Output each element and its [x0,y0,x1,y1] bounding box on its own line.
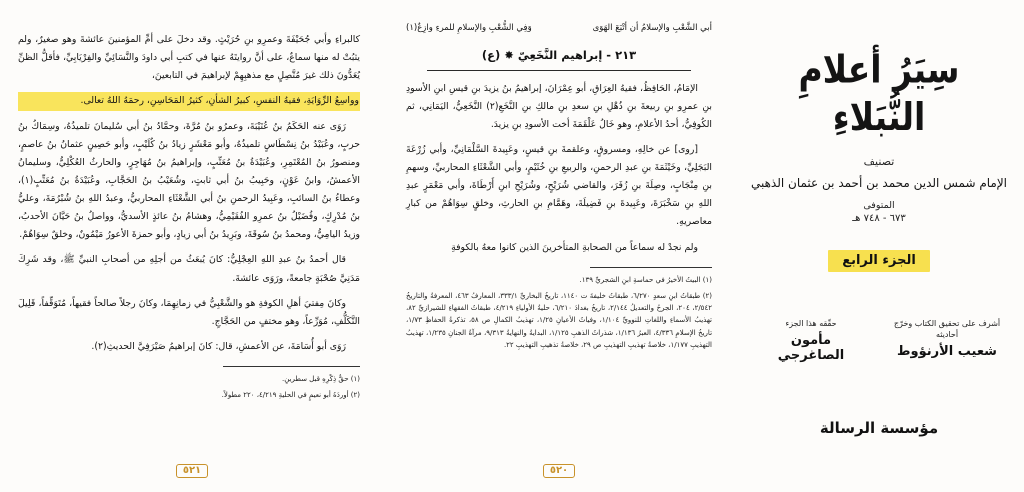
credit-entry [756,318,866,363]
paragraph: [روى] عن خالِهِ، ومسروقٍ، وعلقمةَ بنِ قيسٍ، وعَبِيدةَ السَّلْمَانِيِّ، وأبي زُرْعَةَ البَجَلِيِّ، وخَيْثَمَةَ بنِ عبدِ الرحمنِ، والربيعِ بنِ خُثَيْمٍ، وأبي الشَّعْثَاءِ المحاربيِّ، وسهمِ بنِ مِنْجَابٍ، وصِلَةَ بنِ زُفَرَ، والقاضي شُرَيْحٍ، وشُرَيْحِ ابنِ أَرْطَاةَ، وأبي مَعْمَرٍ عبدِ اللهِ بنِ سَخْبَرَةَ، وعَبِيدةَ بنِ فَضِيلَةَ، وهَمَّامِ بنِ الحارثِ، وخلقٍ سِوَاهُمْ من كبارِ معاصريهِ. [406,143,712,228]
credit-name: شعيب الأرنؤوط [897,343,997,359]
book-title: سِيَرُ أعلامِ النُّبَلاءِ [798,46,960,140]
paragraph: الإمَامُ، الحَافِظُ، فقيهُ العِرَاقِ، أبو عِمْرَانَ، إبراهيمُ بنُ يزيدَ بنِ قيسِ ابنِ الأسودِ بنِ عمرِو بنِ ربيعةَ بنِ ذُهْلِ بنِ سعدِ بنِ مالكِ بنِ النَّخَعِ(٢) النَّخَعِيُّ، اليَمَانِي، ثم الكُوفِيُّ، أحدُ الأعلامِ، وهو خَالُ عَلْقَمَةَ أخت الأسودِ بنِ يزيدَ. [406,82,712,130]
running-header [406,22,712,36]
credit-name: مأمون الصاغرجي [777,332,845,363]
paragraph: رَوَى أبو أُسَامَةَ، عن الأعمشِ، قال: كانَ إبراهيمُ صَيْرَفِيَّ الحديثِ(٢). [91,340,346,352]
footnote: (١) البيتُ الأخيرُ في حماسةِ ابنِ الشجريِّ ١٣٩. [579,275,712,284]
page-521-body [18,31,360,356]
paragraph: كالبراءِ وأبي جُحَيْفَةَ وعمرِو بنِ حُرَيْثٍ. وقد دخلَ على أمِّ المؤمنينَ عائشةَ وهو صغيرٌ، ولم يثبُتْ له منها سماعٌ، على أنَّ روايتَهُ عنها في كتبِ أبي داودَ والنَّسَائِيِّ والفِرْيَابِيِّ، فأقلُّ الظنِّ يُعَدُّونَ ذلك غيرَ مُتَّصِلٍ مع مذهبِهِمْ لإبراهيمَ في التابعينَ، [18,34,360,82]
page-520 [384,0,734,492]
credit-role: أشرف على تحقيق الكتاب وخرّج أحاديثه [893,318,1001,339]
footnote-separator [590,267,712,268]
authorship-label: تصنيف [863,154,895,168]
page-521 [0,0,384,492]
credit-role: حقّقه هذا الجزء [785,318,837,328]
footnote: (٢) أوردَهُ أبو نعيمٍ في الحليةِ ٤/٢١٩، ٢٢٠ مطولاً. [221,391,360,400]
footnote-separator [223,366,360,367]
entry-heading: ٢١٣ - إبراهيم النَّخَعِيّ ✸ (ع) [481,47,637,62]
footnote: (١) حقُّ ذِكْرِهِ قبل سطرينِ. [281,375,360,383]
volume-badge: الجزء الرابع [828,250,930,272]
running-header-left: أبي الشَّعْبِ والإسلامُ أن أتْبَعَ الهَوَى [592,23,712,33]
page-number-521 [0,464,384,478]
heading-rule [427,70,690,71]
page-521-footnotes [18,373,360,402]
page-number-value: ٥٢١ [176,464,208,478]
paragraph: قال أحمدُ بنُ عبدِ اللهِ العِجْلِيُّ: كانَ يُبعَثُ من أجلِهِ من أصحابِ النبيِّ ﷺ، وقد شَرِكَ مَدَنِيَّ صُحْبَةٍ جامعةً، ورَوَى عائشةَ. [18,254,360,284]
book-author: الإمام شمس الدين محمد بن أحمد بن عثمان الذهبي [750,175,1008,190]
credit-entry [892,318,1002,363]
death-label: المتوفى [863,199,895,211]
credits-block [750,318,1008,363]
paragraph-highlighted: وواسِعُ الرِّوَايَةِ، فقيهُ النفسِ، كبيرُ الشأنِ، كثيرُ المَحَاسِنِ، رحمَهُ اللهُ تعالى. [18,92,360,110]
page-520-body [406,80,712,257]
page-number-value: ٥٢٠ [543,464,575,478]
page-520-footnotes [406,274,712,352]
death-years: ٦٧٣ - ٧٤٨ هـ [852,212,906,224]
running-header-right: وَفِي الشُّعْبِ والإسلامِ للمرءِ وازِعٌ(١) [406,23,532,33]
paragraph: وكانَ مِفتيَ أهلِ الكوفةِ هو والشَّعْبِيُّ في زمانِهِمَا، وكانَ رجلاً صالحاً فقيهاً، مُتَوَقِّفاً، قَلِيلَ التَّكَلُّفِ، مُوَرِّعاً، وهو مختفٍ من الحَجَّاجِ. [18,297,360,327]
footnote: (٢) طبقاتُ ابنِ سعدٍ ٦/٢٧٠، طبقاتُ خليفةَ ت ١١٤٠، تاريخُ البخاريِّ ٣٣٣/١، المعارفُ ٤٦٣، المعرفةُ والتاريخُ ٢/٥٤٢، ٢٠٤، الجرحُ والتعديلُ ٢/١٤٤، تاريخُ بغدادَ ٦/٢١٠، حليةُ الأولياءِ ٤/٢١٩، طبقاتُ الفقهاءِ للشيرازيِّ ٨٢، تهذيبُ الأسماءِ واللغاتِ للنوويِّ ١/١٠٤، وفياتُ الأعيانِ ١/٢٥، تهذيبُ الكمالِ ص ٥٨، تذكرةُ الحفاظِ ١/٧٣، تاريخُ الإسلامِ ٤/٣٣٦، العبرُ ١/١٣٦، شذراتُ الذهبِ ١/١٢٥، البدايةُ والنهايةُ ٩/٣١٣، مرآةُ الجنانِ ١/٢٣٥، تهذيبُ التهذيبِ ١/١٧٧، خلاصةُ تهذيبِ التهذيبِ ص ٢٩، خلاصةُ تذهيبِ التهذيبِ ٢٢. [406,291,713,349]
page-number-520 [384,464,734,478]
title-page [734,0,1024,492]
paragraph: ولم نجدْ له سماعاً من الصحابةِ المتأخرينَ الذين كانوا معهُ بالكوفةِ [451,241,698,253]
paragraph: رَوَى عنه الحَكَمُ بنُ عُتَيْبَةَ، وعمرُو بنُ مُرَّةَ، وحمَّادُ بنُ أبي سُليمانَ تلميذُهُ، وسِمَاكُ بنُ حربٍ، وعُبَيْدُ بنُ نِسْطَاسٍ تلميذُهُ، وأبو مَعْشَرٍ زيادُ بنُ كُلَيْبٍ، وأبو حَصِينٍ عثمانُ بنُ عاصمٍ، ومنصورُ بنُ المُعْتَمِرِ، وعُبَيْدَةُ بنُ مُعَتِّبٍ، وإبراهيمُ بنُ مُهَاجِرٍ، والحارثُ العُكْلِيُّ، وسليمانُ الأعمشُ، وابنُ عَوْنٍ، وحَبِيبُ بنُ أبي ثابتٍ، وشُعَيْبُ بنُ الحَجَّابِ، وعُبَيْدَةُ بنُ مُعَتِّبٍ(١)، وعطاءُ بنُ السائبِ، وعَبِيدُ الرحمنِ بنُ أبي الشَّعْثَاءِ المحاربيُّ، وعبدُ اللهِ بنُ شُبْرُمَةَ، وعليُّ بنُ مُدْرِكٍ، وفُضَيْلُ بنُ عمرِو الفُقَيْمِيُّ، وهشامُ بنُ عائذٍ الأسديُّ، وواصلُ بنُ حَيَّانَ الأحدبُ، وزيدُ اليامِيُّ، ومحمدُ بنُ سُوقَةَ، وبَرِيدُ بنُ أبي زيادٍ، وأبو حمزةَ الأعورُ مَيْمُونٌ، وخلقٌ سِوَاهُمْ. [18,120,360,241]
publisher-name: مؤسسة الرسالة [819,418,939,437]
